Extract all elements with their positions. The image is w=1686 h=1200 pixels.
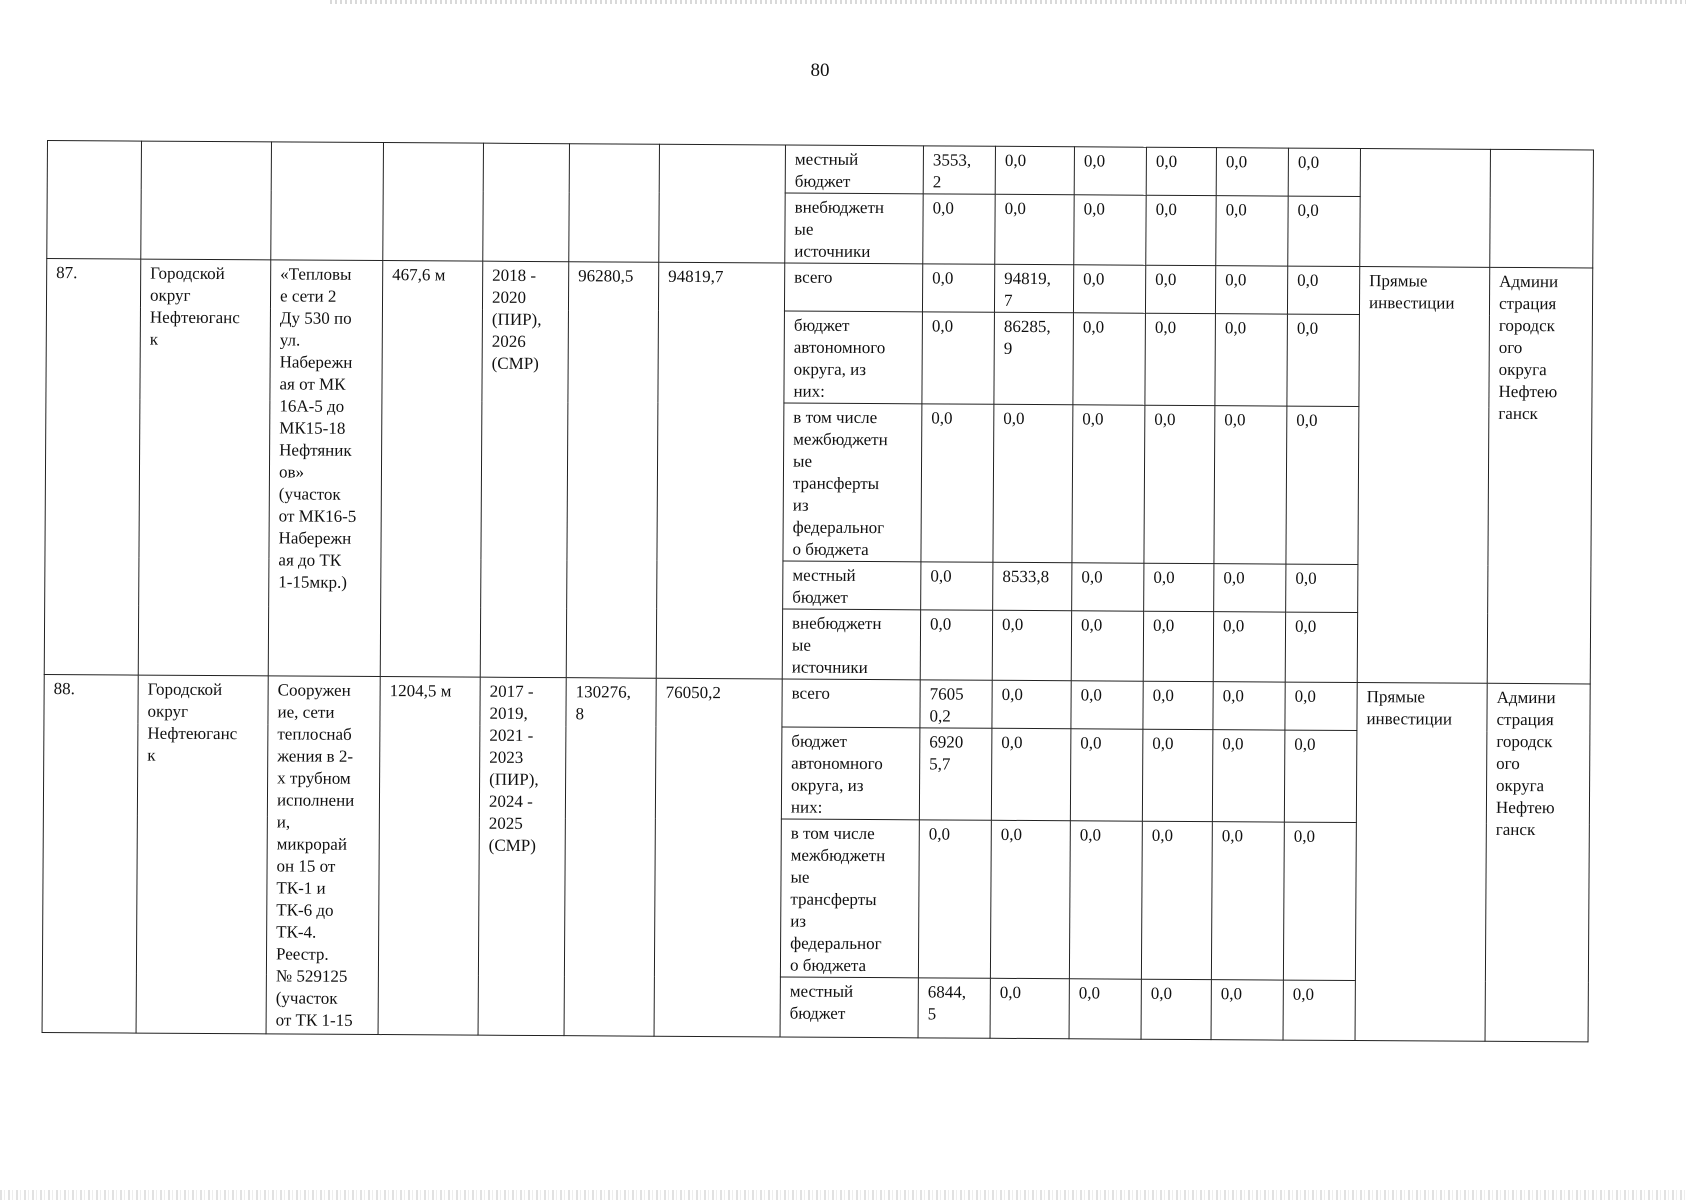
value-cell: 0,0 bbox=[1215, 266, 1287, 314]
value-cell: 0,0 bbox=[995, 194, 1074, 264]
value-cell: 0,0 bbox=[1214, 406, 1287, 564]
cost-total-cell: 130276, 8 bbox=[564, 678, 656, 1037]
mechanism-cell bbox=[1360, 149, 1491, 268]
value-cell: 0,0 bbox=[1288, 148, 1360, 196]
value-cell: 0,0 bbox=[1283, 980, 1355, 1040]
value-cell: 0,0 bbox=[1211, 822, 1284, 980]
value-cell: 0,0 bbox=[991, 728, 1071, 820]
funding-source-cell: всего bbox=[782, 679, 920, 728]
capacity-cell: 467,6 м bbox=[380, 261, 483, 678]
funding-source-cell: всего bbox=[784, 263, 922, 312]
mechanism-cell: Прямые инвестиции bbox=[1357, 267, 1490, 684]
row-number: 88. bbox=[42, 674, 138, 1033]
scan-artifact-bottom bbox=[0, 1190, 1686, 1200]
value-cell: 0,0 bbox=[1284, 730, 1357, 822]
value-cell: 0,0 bbox=[1146, 147, 1216, 195]
value-cell: 6920 5,7 bbox=[919, 728, 992, 820]
capacity-cell: 1204,5 м bbox=[378, 677, 480, 1036]
funding-source-cell: бюджет автономного округа, из них: bbox=[781, 727, 920, 820]
value-cell: 86285, 9 bbox=[994, 312, 1074, 404]
cost-remaining-cell: 94819,7 bbox=[656, 262, 785, 679]
funding-source-cell: местный бюджет bbox=[785, 145, 923, 194]
funding-source-cell: местный бюджет bbox=[783, 561, 921, 610]
value-cell: 0,0 bbox=[1213, 682, 1285, 730]
value-cell: 0,0 bbox=[1071, 681, 1143, 729]
value-cell: 7605 0,2 bbox=[920, 680, 992, 728]
value-cell: 0,0 bbox=[1285, 612, 1357, 682]
municipality-cell: Городской округ Нефтеюганс к bbox=[138, 259, 271, 676]
value-cell: 0,0 bbox=[1069, 979, 1141, 1039]
value-cell: 0,0 bbox=[1070, 729, 1143, 821]
value-cell: 0,0 bbox=[990, 820, 1070, 978]
value-cell: 0,0 bbox=[995, 146, 1074, 194]
value-cell: 0,0 bbox=[1145, 265, 1215, 313]
object-name-cell: «Тепловы е сети 2 Ду 530 по ул. Набережн ая от МК 16А-5 до МК15-18 Нефтяник ов» (участок от МК16-5 Набережн ая до ТК 1-15мкр.) bbox=[268, 260, 383, 677]
value-cell: 0,0 bbox=[1283, 822, 1356, 980]
value-cell: 0,0 bbox=[1071, 611, 1143, 681]
value-cell: 0,0 bbox=[1146, 195, 1216, 265]
table-body bbox=[42, 141, 1593, 1042]
value-cell: 0,0 bbox=[1214, 564, 1286, 612]
value-cell: 0,0 bbox=[1287, 266, 1359, 314]
value-cell: 8533,8 bbox=[993, 562, 1072, 610]
value-cell: 0,0 bbox=[1215, 314, 1288, 406]
cost-remaining-cell bbox=[659, 144, 786, 263]
object-name-cell bbox=[271, 142, 384, 261]
municipality-cell: Городской округ Нефтеюганс к bbox=[136, 675, 268, 1034]
responsible-cell: Админи страция городск ого округа Нефтею ганск bbox=[1485, 683, 1590, 1042]
scan-artifact-top bbox=[330, 0, 1686, 4]
value-cell: 0,0 bbox=[1144, 563, 1214, 611]
value-cell: 0,0 bbox=[1211, 980, 1283, 1040]
value-cell: 0,0 bbox=[1072, 563, 1144, 611]
value-cell: 0,0 bbox=[1286, 406, 1359, 564]
value-cell: 0,0 bbox=[1213, 612, 1285, 682]
value-cell: 0,0 bbox=[1145, 313, 1216, 405]
table-row bbox=[44, 674, 1590, 731]
funding-source-cell: внебюджетн ые источники bbox=[785, 193, 923, 264]
value-cell: 0,0 bbox=[1287, 314, 1360, 406]
responsible-cell: Админи страция городск ого округа Нефтею ганск bbox=[1487, 267, 1593, 684]
value-cell: 6844, 5 bbox=[918, 978, 990, 1038]
value-cell: 0,0 bbox=[992, 680, 1071, 728]
value-cell: 0,0 bbox=[1074, 195, 1146, 265]
value-cell: 94819, 7 bbox=[994, 264, 1073, 312]
period-cell bbox=[483, 143, 570, 262]
value-cell: 0,0 bbox=[1216, 148, 1288, 196]
value-cell: 0,0 bbox=[1286, 564, 1358, 612]
value-cell: 0,0 bbox=[922, 312, 995, 404]
table-row bbox=[47, 141, 1593, 198]
value-cell: 3553, 2 bbox=[923, 146, 995, 194]
value-cell: 0,0 bbox=[990, 978, 1069, 1038]
value-cell: 0,0 bbox=[1142, 729, 1213, 821]
table-row bbox=[46, 259, 1592, 316]
object-name-cell: Сооружен ие, сети теплоснаб жения в 2- х трубном исполнени и, микрорай он 15 от ТК-1 и ТК-6 до ТК-4. Реестр. № 529125 (участок от ТК 1-15 bbox=[266, 676, 380, 1035]
row-number: 87. bbox=[44, 259, 141, 676]
cost-total-cell bbox=[569, 144, 660, 263]
value-cell: 0,0 bbox=[1216, 196, 1288, 266]
page-number: 80 bbox=[810, 60, 830, 81]
value-cell: 0,0 bbox=[1141, 979, 1211, 1039]
capacity-cell bbox=[383, 143, 484, 262]
responsible-cell bbox=[1490, 149, 1594, 268]
value-cell: 0,0 bbox=[1212, 730, 1285, 822]
value-cell: 0,0 bbox=[1074, 147, 1146, 195]
cost-remaining-cell: 76050,2 bbox=[654, 678, 782, 1037]
value-cell: 0,0 bbox=[918, 820, 991, 978]
value-cell: 0,0 bbox=[921, 562, 993, 610]
value-cell: 0,0 bbox=[922, 264, 994, 312]
value-cell: 0,0 bbox=[1072, 405, 1145, 563]
value-cell: 0,0 bbox=[921, 404, 994, 562]
value-cell: 0,0 bbox=[1073, 313, 1146, 405]
period-cell: 2018 - 2020 (ПИР), 2026 (СМР) bbox=[480, 261, 569, 678]
period-cell: 2017 - 2019, 2021 - 2023 (ПИР), 2024 - 2025 (СМР) bbox=[478, 677, 566, 1036]
funding-source-cell: местный бюджет bbox=[780, 977, 918, 1038]
value-cell: 0,0 bbox=[1069, 821, 1142, 979]
row-number bbox=[47, 141, 142, 260]
investment-table bbox=[42, 140, 1594, 1042]
value-cell: 0,0 bbox=[993, 404, 1073, 562]
value-cell: 0,0 bbox=[1143, 681, 1213, 729]
municipality-cell bbox=[141, 141, 272, 260]
funding-source-cell: бюджет автономного округа, из них: bbox=[784, 311, 923, 404]
value-cell: 0,0 bbox=[1073, 265, 1145, 313]
funding-source-cell: в том числе межбюджетн ые трансферты из федеральног о бюджета bbox=[780, 819, 919, 978]
value-cell: 0,0 bbox=[992, 610, 1071, 680]
funding-source-cell: в том числе межбюджетн ые трансферты из федеральног о бюджета bbox=[783, 403, 922, 562]
value-cell: 0,0 bbox=[1141, 821, 1212, 979]
value-cell: 0,0 bbox=[1288, 196, 1360, 266]
value-cell: 0,0 bbox=[920, 610, 992, 680]
funding-source-cell: внебюджетн ые источники bbox=[782, 609, 920, 680]
cost-total-cell: 96280,5 bbox=[566, 262, 659, 679]
value-cell: 0,0 bbox=[1143, 611, 1213, 681]
value-cell: 0,0 bbox=[1144, 405, 1215, 563]
mechanism-cell: Прямые инвестиции bbox=[1355, 683, 1487, 1042]
value-cell: 0,0 bbox=[923, 194, 995, 264]
value-cell: 0,0 bbox=[1285, 682, 1357, 730]
